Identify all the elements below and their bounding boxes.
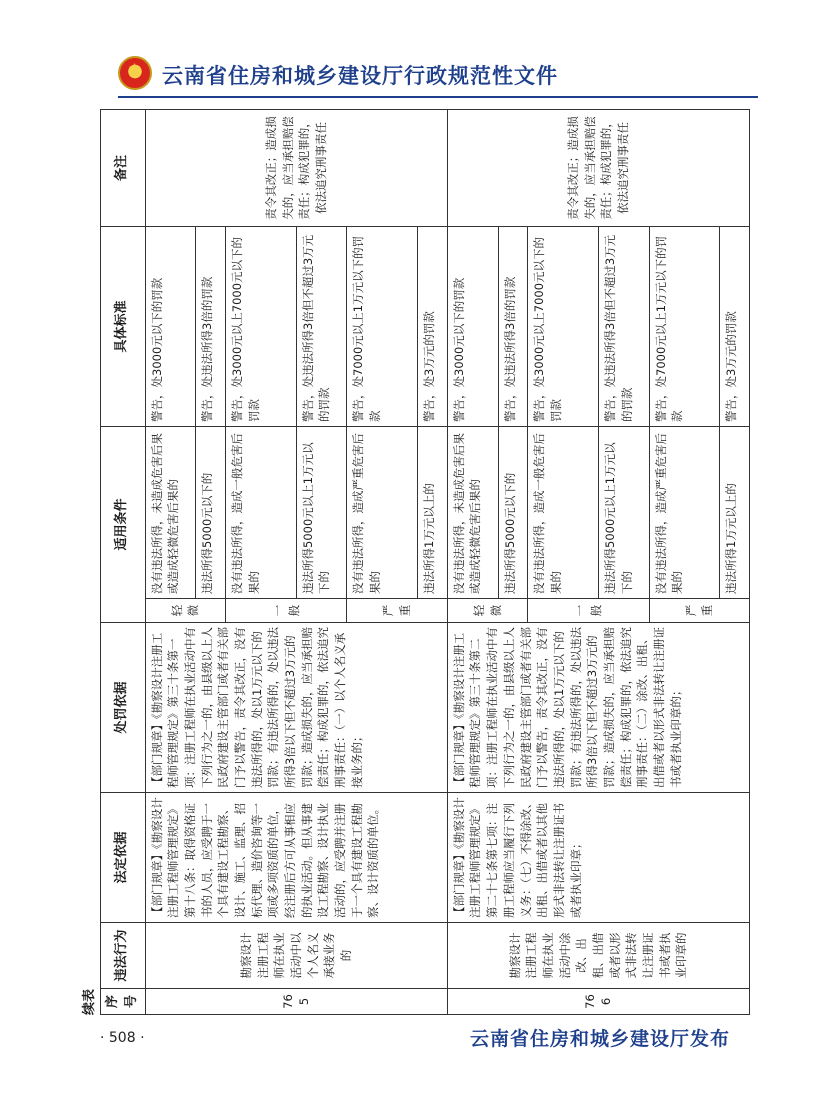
- header-cond: 适用条件: [101, 426, 146, 622]
- cell-penalty: 【部门规章】《勘察设计注册工程师管理规定》第三十条第二项：注册工程师在执业活动中有下列行为之一的，由县级以上人民政府建设主管部门或者有关部门予以警告，责令其改正，没有违法所得的，处以1万元以下的罚款；有违法所得的，处以违法所得3倍以下但不超过3万元的罚款；造成损失的，应当承担赔偿责任；构成犯罪的，依法追究刑事责任：（二）涂改、出租、出借或者以形式非法转让注册证书或者执业印章的；: [447, 623, 749, 793]
- cell-cond: 违法所得5000元以上1万元以下的: [296, 426, 347, 598]
- header-note: 备注: [101, 109, 146, 226]
- cell-std: 警告，处违法所得3倍的罚款: [196, 226, 226, 426]
- page-header: [118, 56, 738, 96]
- national-emblem-icon: [118, 56, 152, 90]
- cell-legal: 【部门规章】《勘察设计注册工程师管理规定》第二十七条第七项：注册工程师应当履行下列义务：（七）不得涂改、出租、出借或者以其他形式非法转让注册证书或者执业印章；: [447, 793, 749, 923]
- table-header-row: [101, 109, 146, 1014]
- continued-label: 续表: [82, 988, 97, 1015]
- page-number: · 508 ·: [100, 1030, 145, 1046]
- cell-level: 一般: [226, 599, 347, 623]
- cell-std: 警告，处3000元以上7000元以下的罚款: [226, 226, 297, 426]
- header-rule: [118, 96, 758, 98]
- cell-cond: 违法所得5000元以上1万元以下的: [598, 426, 649, 598]
- cell-note: 责令其改正；造成损失的，应当承担赔偿责任；构成犯罪的，依法追究刑事责任: [447, 109, 749, 226]
- cell-note: 责令其改正；造成损失的，应当承担赔偿责任；构成犯罪的，依法追究刑事责任: [145, 109, 447, 226]
- cell-std: 警告，处7000元以上1万元以下的罚款: [649, 226, 720, 426]
- cell-level: 一般: [528, 599, 649, 623]
- header-legal: 法定依据: [101, 793, 146, 923]
- header-seq: 序号: [101, 989, 146, 1015]
- cell-cond: 违法所得1万元以上的: [418, 426, 448, 598]
- cell-penalty: 【部门规章】《勘察设计注册工程师管理规定》第三十条第一项：注册工程师在执业活动中有下列行为之一的，由县级以上人民政府建设主管部门或者有关部门予以警告，责令其改正，没有违法所得的，处以1万元以下的罚款；有违法所得的，处以违法所得3倍以下但不超过3万元的罚款；造成损失的，应当承担赔偿责任；构成犯罪的，依法追究刑事责任：（一）以个人名义承接业务的；: [145, 623, 447, 793]
- header-std: 具体标准: [101, 226, 146, 426]
- penalty-table: [100, 109, 750, 1015]
- table-area: [82, 110, 750, 1015]
- cell-level: 轻微: [145, 599, 225, 623]
- cell-legal: 【部门规章】《勘察设计注册工程师管理规定》第十八条：取得资格证书的人员，应受聘于一个具有建设工程勘察、设计、施工、监理、招标代理、造价咨询等一项或多项资质的单位，经注册后方可从事相应的执业活动。但从事建设工程勘察、设计执业活动的，应受聘并注册于一个具有建设工程勘察、设计资质的单位。: [145, 793, 447, 923]
- cell-cond: 没有违法所得，未造成危害后果或造成轻微危害后果的: [447, 426, 498, 598]
- cell-std: 警告，处3万元的罚款: [720, 226, 750, 426]
- cell-std: 警告，处违法所得3倍的罚款: [498, 226, 528, 426]
- cell-cond: 没有违法所得，造成严重危害后果的: [649, 426, 720, 598]
- cell-level: 严重: [347, 599, 447, 623]
- cell-seq: 765: [145, 989, 447, 1015]
- footer-publisher: 云南省住房和城乡建设厅发布: [470, 1028, 731, 1050]
- cell-act: 勘察设计注册工程师在执业活动中涂改、出租、出借或者以形式非法转让注册证书或者执业印章的: [447, 923, 749, 989]
- cell-cond: 没有违法所得，造成一般危害后果的: [226, 426, 297, 598]
- cell-cond: 违法所得5000元以下的: [498, 426, 528, 598]
- cell-level: 严重: [649, 599, 749, 623]
- header-act: 违法行为: [101, 923, 146, 989]
- header-penalty: 处罚依据: [101, 623, 146, 793]
- cell-std: 警告，处违法所得3倍但不超过3万元的罚款: [296, 226, 347, 426]
- rotated-table-wrapper: [82, 110, 750, 1015]
- cell-cond: 没有违法所得，造成一般危害后果的: [528, 426, 599, 598]
- cell-std: 警告，处3000元以下的罚款: [447, 226, 498, 426]
- cell-cond: 违法所得1万元以上的: [720, 426, 750, 598]
- cell-cond: 没有违法所得，未造成危害后果或造成轻微危害后果的: [145, 426, 196, 598]
- cell-std: 警告，处3000元以上7000元以下的罚款: [528, 226, 599, 426]
- cell-level: 轻微: [447, 599, 527, 623]
- cell-std: 警告，处3万元的罚款: [418, 226, 448, 426]
- header-title: 云南省住房和城乡建设厅行政规范性文件: [162, 64, 558, 88]
- cell-std: 警告，处违法所得3倍但不超过3万元的罚款: [598, 226, 649, 426]
- cell-seq: 766: [447, 989, 749, 1015]
- cell-std: 警告，处7000元以上1万元以下的罚款: [347, 226, 418, 426]
- table-row: [145, 109, 196, 1014]
- cell-std: 警告，处3000元以下的罚款: [145, 226, 196, 426]
- cell-act: 勘察设计注册工程师在执业活动中以个人名义承接业务的: [145, 923, 447, 989]
- cell-cond: 没有违法所得，造成严重危害后果的: [347, 426, 418, 598]
- cell-cond: 违法所得5000元以下的: [196, 426, 226, 598]
- table-body: [145, 109, 749, 1014]
- table-row: [447, 109, 498, 1014]
